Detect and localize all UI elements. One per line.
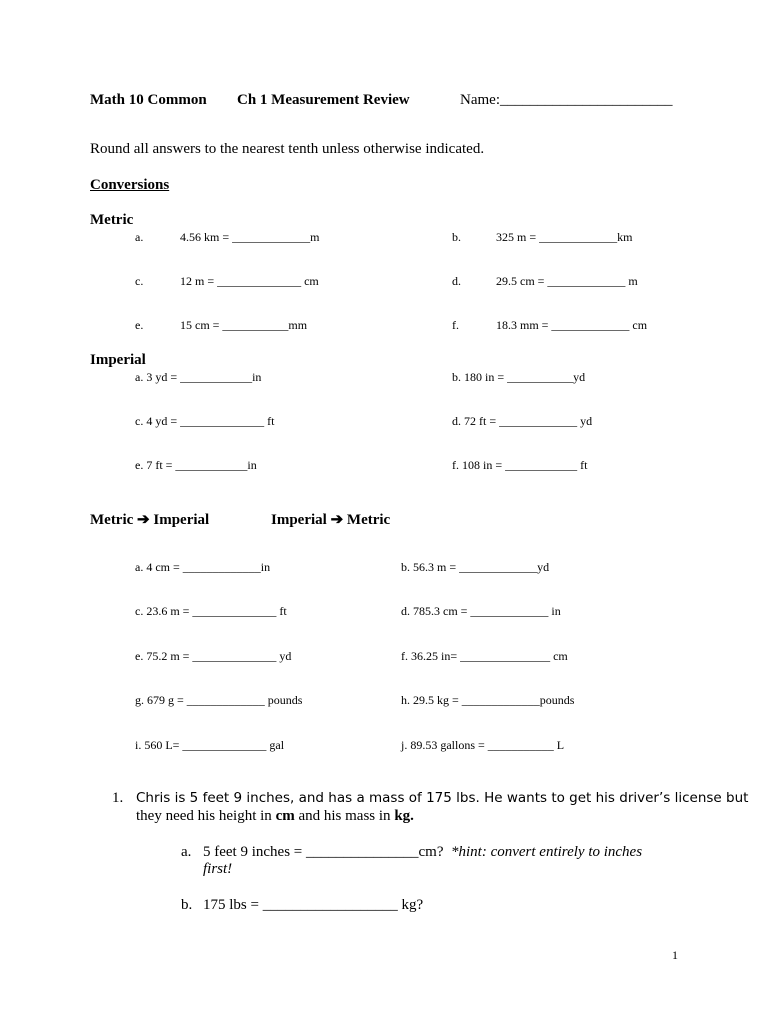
question-1b-letter: b. xyxy=(181,897,193,913)
instructions: Round all answers to the nearest tenth unless otherwise indicated. xyxy=(90,141,485,157)
metric-item-b: 325 m = _____________km xyxy=(496,230,633,244)
cross-item-j: j. 89.53 gallons = ___________ L xyxy=(401,738,565,752)
metric-item-d-letter: d. xyxy=(452,274,461,288)
imperial-item-c: c. 4 yd = ______________ ft xyxy=(135,414,275,428)
page-number: 1 xyxy=(672,948,678,962)
metric-item-a: 4.56 km = _____________m xyxy=(180,230,320,244)
cross-item-a: a. 4 cm = _____________in xyxy=(135,560,271,574)
course-title: Math 10 Common xyxy=(90,92,207,108)
question-1-line2-mid: and his mass in xyxy=(294,808,395,824)
question-1a-hint: *hint: convert entirely to inches xyxy=(451,844,643,860)
question-1a xyxy=(203,844,642,861)
right-arrow-icon: ➔ xyxy=(137,512,150,528)
right-arrow-icon: ➔ xyxy=(330,512,344,528)
metric-item-d: 29.5 cm = _____________ m xyxy=(496,274,638,288)
metric-item-e-letter: e. xyxy=(135,318,144,332)
cross-item-d: d. 785.3 cm = _____________ in xyxy=(401,604,561,618)
unit-cm: cm xyxy=(275,808,295,824)
heading-metric-to: Metric xyxy=(346,512,391,528)
imperial-item-a: a. 3 yd = ____________in xyxy=(135,370,262,384)
cross-item-f: f. 36.25 in= _______________ cm xyxy=(401,649,568,663)
question-1a-text: 5 feet 9 inches = _______________cm? xyxy=(203,844,444,860)
conversions-heading: Conversions xyxy=(90,177,170,193)
imperial-item-e: e. 7 ft = ____________in xyxy=(135,458,257,472)
cross-item-e: e. 75.2 m = ______________ yd xyxy=(135,649,292,663)
question-1-line2 xyxy=(136,808,414,825)
metric-item-b-letter: b. xyxy=(452,230,461,244)
question-1-number: 1. xyxy=(112,790,124,806)
imperial-item-f: f. 108 in = ____________ ft xyxy=(452,458,588,472)
metric-item-e: 15 cm = ___________mm xyxy=(180,318,308,332)
imperial-item-b: b. 180 in = ___________yd xyxy=(452,370,586,384)
imperial-to-metric-heading xyxy=(271,510,390,529)
question-1b: 175 lbs = __________________ kg? xyxy=(203,897,424,913)
cross-item-h: h. 29.5 kg = _____________pounds xyxy=(401,693,575,707)
question-1-line1: Chris is 5 feet 9 inches, and has a mass of 175 lbs. He wants to get his driver’s license but xyxy=(136,790,749,806)
metric-item-f: 18.3 mm = _____________ cm xyxy=(496,318,648,332)
metric-to-imperial-heading xyxy=(90,510,209,529)
name-field: Name:_______________________ xyxy=(460,92,673,108)
worksheet-title: Ch 1 Measurement Review xyxy=(237,92,410,108)
cross-item-c: c. 23.6 m = ______________ ft xyxy=(135,604,287,618)
unit-kg: kg. xyxy=(394,808,414,824)
question-1-line2-pre: they need his height in xyxy=(136,808,276,824)
cross-item-i: i. 560 L= ______________ gal xyxy=(135,738,285,752)
metric-item-c: 12 m = ______________ cm xyxy=(180,274,319,288)
question-1a-hint-line2: first! xyxy=(203,861,233,877)
cross-item-g: g. 679 g = _____________ pounds xyxy=(135,693,303,707)
cross-item-b: b. 56.3 m = _____________yd xyxy=(401,560,550,574)
heading-imperial-to: Imperial xyxy=(153,512,210,528)
question-1a-letter: a. xyxy=(181,844,192,860)
heading-metric-from: Metric xyxy=(90,512,134,528)
imperial-heading: Imperial xyxy=(90,352,146,368)
heading-imperial-from: Imperial xyxy=(271,512,327,528)
metric-heading: Metric xyxy=(90,212,134,228)
metric-item-a-letter: a. xyxy=(135,230,144,244)
metric-item-f-letter: f. xyxy=(452,318,459,332)
imperial-item-d: d. 72 ft = _____________ yd xyxy=(452,414,593,428)
metric-item-c-letter: c. xyxy=(135,274,144,288)
